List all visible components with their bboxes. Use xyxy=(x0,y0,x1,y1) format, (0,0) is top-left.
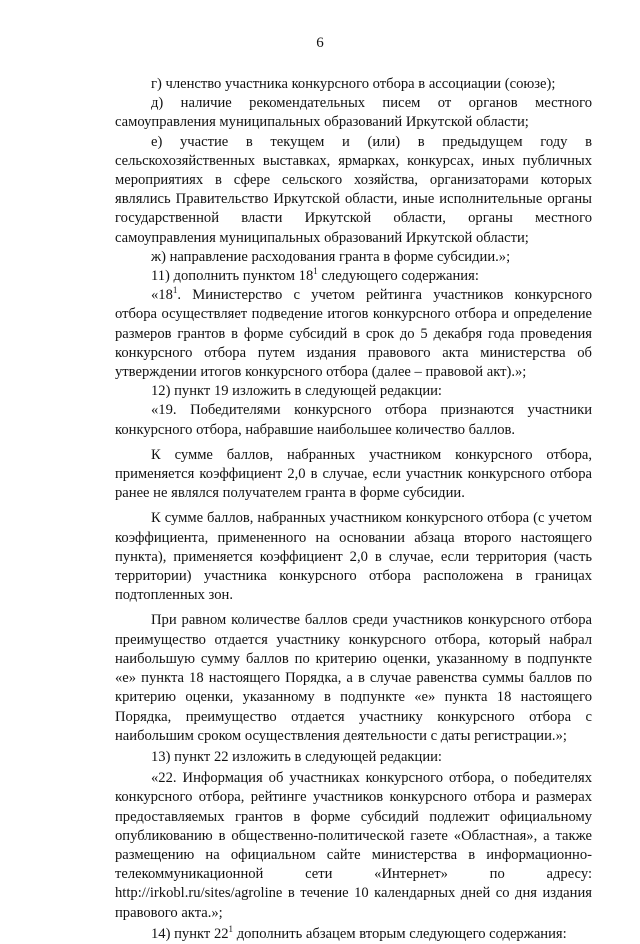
paragraph-equal-points-priority: При равном количестве баллов среди участников конкурсного отбора преимущество отдается участнику конкурсного отбора, который набрал наибольшую сумму баллов по критерию оценки, указанному в подпункте «е» пункта 18 настоящего Порядка, а в случае равенства суммы баллов по критерию оценки, указанному в подпункте «е» пункта 18 настоящего Порядка, преимущество отдается участнику конкурсного отбора с наибольшим сроком осуществления деятельности с даты регистрации.»; xyxy=(115,612,592,744)
paragraph-item-14-before: 14) пункт 22 xyxy=(151,925,229,942)
paragraph-clause-18-1-before: «18 xyxy=(151,287,173,304)
paragraph-clause-18-1-superscript: 1 xyxy=(172,285,178,296)
paragraph-membership: г) членство участника конкурсного отбора в ассоциации (союзе); xyxy=(151,76,556,92)
paragraph-exhibitions-participation: е) участие в текущем и (или) в предыдущем году в сельскохозяйственных выставках, ярмарках, конкурсах, иных публичных мероприятиях в сфере сельского хозяйства, организаторами которых являлись Правительство Иркутской области, иные исполнительные органы государственной власти Иркутской области, органы местного самоуправления муниципальных образований Иркутской области; xyxy=(115,133,592,246)
paragraph-coefficient-flooded-zones: К сумме баллов, набранных участником конкурсного отбора (с учетом коэффициента, примененного на основании абзаца второго настоящего пункта), применяется коэффициент 2,0 в случае, если территория (часть территории) участника конкурсного отбора расположена в границах подтопленных зон. xyxy=(115,510,592,604)
paragraph-coefficient-first-grant: К сумме баллов, набранных участником конкурсного отбора, применяется коэффициент 2,0 в случае, если участник конкурсного отбора ранее не являлся получателем гранта в форме субсидии. xyxy=(115,446,592,502)
paragraph-recommendation-letters: д) наличие рекомендательных писем от органов местного самоуправления муниципальных образований Иркутской области; xyxy=(115,95,592,131)
paragraph-clause-18-1 xyxy=(115,286,592,382)
paragraph-item-11-before: 11) дополнить пунктом 18 xyxy=(151,268,314,285)
paragraph-clause-19-winners: «19. Победителями конкурсного отбора признаются участники конкурсного отбора, набравшие наибольшее количество баллов. xyxy=(115,402,592,438)
paragraph-item-12: 12) пункт 19 изложить в следующей редакции: xyxy=(151,383,442,400)
paragraph-item-14-after: дополнить абзацем вторым следующего содержания: xyxy=(233,925,567,942)
paragraph-grant-spending-direction: ж) направление расходования гранта в форме субсидии.»; xyxy=(151,248,511,265)
paragraph-item-11-after: следующего содержания: xyxy=(317,268,479,285)
paragraph-clause-22-information: «22. Информация об участниках конкурсного отбора, о победителях конкурсного отбора, рейтинге участников конкурсного отбора и размерах предоставляемых грантов в форме субсидий подлежит официальному опубликованию в общественно-политической газете «Областная», а также размещению на официальном сайте министерства в информационно-телекоммуникационной сети «Интернет» по адресу: http://irkobl.ru/sites/agroline в течение 10 календарных дней со дня издания правового акта.»; xyxy=(115,770,592,921)
document-body xyxy=(115,75,592,944)
page-number: 6 xyxy=(316,35,324,51)
paragraph-item-14 xyxy=(115,925,592,944)
paragraph-item-13: 13) пункт 22 изложить в следующей редакции: xyxy=(151,748,442,765)
paragraph-item-11-superscript: 1 xyxy=(313,266,318,277)
paragraph-clause-18-1-after: . Министерство с учетом рейтинга участников конкурсного отбора осуществляет подведение итогов конкурсного отбора и определение размеров грантов в форме субсидий в срок до 5 декабря года проведения конкурсного отбора путем издания правового акта министерства об утверждении итогов конкурсного отбора (далее – правовой акт).»; xyxy=(115,287,592,381)
paragraph-item-11 xyxy=(115,267,592,286)
paragraph-item-14-superscript: 1 xyxy=(228,923,234,934)
